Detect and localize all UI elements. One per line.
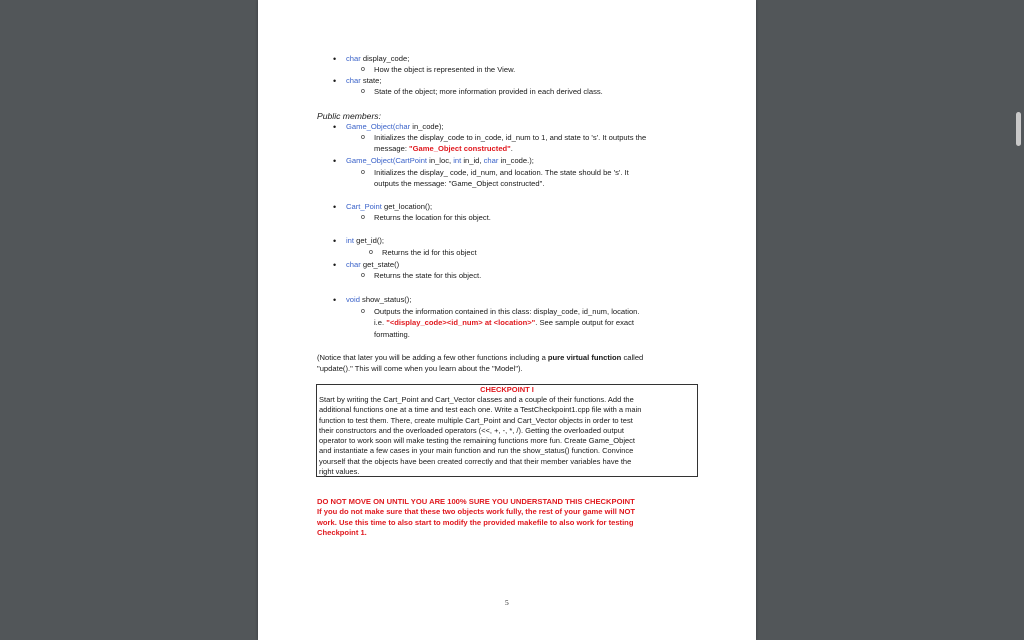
get-state-signature: char get_state() <box>346 260 400 269</box>
get-state-desc: Returns the state for this object. <box>374 271 482 280</box>
public-members-heading: Public members: <box>317 111 381 121</box>
sub-bullet: o <box>361 134 365 141</box>
show-status-desc-line1: Outputs the information contained in this class: display_code, id_num, location. <box>374 307 640 316</box>
scrollbar-thumb[interactable] <box>1016 112 1021 146</box>
ctor1-signature: Game_Object(char in_code); <box>346 122 444 131</box>
bullet: • <box>333 202 337 212</box>
sub-bullet: o <box>361 88 365 95</box>
checkpoint-title: CHECKPOINT I <box>480 385 534 394</box>
sub-bullet: o <box>361 272 365 279</box>
bullet: • <box>333 236 337 246</box>
notice-line1: (Notice that later you will be adding a few other functions including a pure virtual function called <box>317 353 644 362</box>
get-location-signature: Cart_Point get_location(); <box>346 202 433 211</box>
sub-bullet: o <box>361 66 365 73</box>
member-display-code: char display_code; <box>346 54 410 63</box>
bullet: • <box>333 122 337 132</box>
show-status-signature: void show_status(); <box>346 295 412 304</box>
display-code-desc: How the object is represented in the View. <box>374 65 516 74</box>
ctor2-desc-line1: Initializes the display_ code, id_num, and location. The state should be 's'. It <box>374 168 629 177</box>
document-page <box>258 0 756 640</box>
sub-bullet: o <box>361 169 365 176</box>
checkpoint-line: and instantiate a few cases in your main function and run the show_status() function. Convince <box>319 446 634 456</box>
get-id-signature: int get_id(); <box>346 236 384 245</box>
page-number: 5 <box>505 598 509 607</box>
checkpoint-line: additional functions one at a time and test each one. Write a TestCheckpoint1.cpp file with a main <box>319 405 642 415</box>
bullet: • <box>333 54 337 64</box>
bullet: • <box>333 295 337 305</box>
checkpoint-line: operator to work soon will make testing the remaining functions more fun. Create Game_Object <box>319 436 635 446</box>
checkpoint-line: right values. <box>319 467 360 477</box>
show-status-desc-line2: i.e. "<display_code><id_num> at <location>". See sample output for exact <box>374 318 635 327</box>
checkpoint-line: their constructors and the overloaded operators (<<, +, -, *, /). Getting the overloaded output <box>319 425 624 435</box>
sub-bullet: o <box>369 249 373 256</box>
ctor2-desc-line2: outputs the message: "Game_Object constructed". <box>374 179 545 188</box>
bullet: • <box>333 76 337 86</box>
warning-block <box>317 497 702 539</box>
checkpoint-line: yourself that the objects have been created correctly and that their member variables have the <box>319 456 632 466</box>
ctor1-desc-line1: Initializes the display_code to in_code, id_num to 1, and state to 's'. It outputs the <box>374 133 647 142</box>
page-content <box>258 0 756 640</box>
member-state: char state; <box>346 76 382 85</box>
sub-bullet: o <box>361 214 365 221</box>
get-location-desc: Returns the location for this object. <box>374 213 491 222</box>
sub-bullet: o <box>361 308 365 315</box>
bullet: • <box>333 156 337 166</box>
ctor1-desc-line2: message: "Game_Object constructed". <box>374 144 513 153</box>
show-status-desc-line3: formatting. <box>374 330 410 339</box>
checkpoint-line: Start by writing the Cart_Point and Cart_Vector classes and a couple of their functions. Add the <box>319 395 634 404</box>
warning-line: If you do not make sure that these two objects work fully, the rest of your game will NOT <box>317 507 636 517</box>
warning-line: work. Use this time to also start to modify the provided makefile to also work for testing <box>317 517 634 527</box>
checkpoint-box <box>316 384 698 477</box>
state-desc: State of the object; more information provided in each derived class. <box>374 87 603 96</box>
bullet: • <box>333 260 337 270</box>
notice-line2: "update()." This will come when you learn about the "Model"). <box>317 364 523 373</box>
warning-line: Checkpoint 1. <box>317 528 367 538</box>
checkpoint-line: function to test them. There, create multiple Cart_Point and Cart_Vector objects in order to test <box>319 415 633 425</box>
get-id-desc: Returns the id for this object <box>382 248 477 257</box>
warning-line: DO NOT MOVE ON UNTIL YOU ARE 100% SURE YOU UNDERSTAND THIS CHECKPOINT <box>317 497 635 506</box>
ctor2-signature: Game_Object(CartPoint in_loc, int in_id, char in_code.); <box>346 156 534 165</box>
